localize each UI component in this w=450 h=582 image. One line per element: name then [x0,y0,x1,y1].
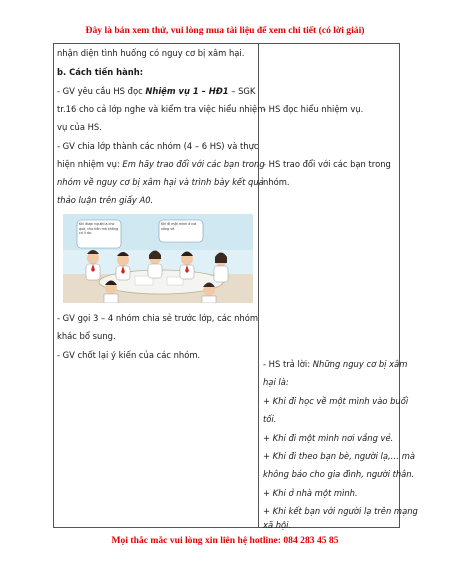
speech-bubble-left: Khi được người lạ cho quà, cho tiền mà không có lí do. [79,222,119,236]
hotline-notice: Mọi thắc mắc vui lòng xin liên hệ hotline: 084 283 45 85 [111,535,339,546]
column-divider [258,43,259,528]
left-line: khác bổ sung. [57,331,116,341]
right-line: + Khi ở nhà một mình. [263,488,358,498]
left-line: nhóm về nguy cơ bị xâm hại và trình bày kết quả [57,177,264,187]
text-run: - HS trả lời: [263,359,313,369]
task-text: Em hãy trao đổi với các bạn trong [122,159,265,169]
preview-notice: Đây là bản xem thử, vui lòng mua tài liệu để xem chi tiết (có lời giải) [85,25,365,36]
text-run: – SGK [228,86,256,96]
right-line: + Khi kết bạn với người lạ trên mạng [263,506,418,516]
section-heading: b. Cách tiến hành: [57,67,144,77]
left-line [57,159,265,170]
right-line: tối. [263,414,277,424]
speech-bubble-right: Khi đi một mình ở nơi vắng vẻ. [161,222,197,231]
right-line: không báo cho gia đình, người thân. [263,469,415,479]
left-line: thảo luận trên giấy A0. [57,195,154,205]
right-line: + Khi đi theo bạn bè, người lạ,… mà [263,451,416,461]
answer-text: Những nguy cơ bị xâm [312,359,408,369]
right-line [263,359,407,370]
left-line: nhận diện tình huống có nguy cơ bị xâm hại. [57,48,245,58]
left-line: tr.16 cho cả lớp nghe và kiểm tra việc hiểu nhiệm [57,104,266,114]
right-line: + Khi đi học về một mình vào buổi [263,396,409,406]
left-line: - GV gọi 3 – 4 nhóm chia sẻ trước lớp, các nhóm [57,313,259,323]
left-line: vụ của HS. [57,122,102,132]
right-line: + Khi đi một mình nơi vắng vẻ. [263,433,394,443]
right-line: hại là: [263,377,289,387]
right-line: - HS đọc hiểu nhiệm vụ. [263,104,364,114]
right-line: xã hội. [263,520,292,530]
text-run: hiện nhiệm vụ: [57,159,123,169]
left-line [57,86,255,97]
text-run: - GV yêu cầu HS đọc [57,86,146,96]
right-line: nhóm. [263,177,290,187]
left-line: - GV chia lớp thành các nhóm (4 – 6 HS) và thực [57,141,259,151]
task-reference: Nhiệm vụ 1 – HĐ1 [145,86,229,96]
right-line: - HS trao đổi với các bạn trong [263,159,391,169]
left-line: - GV chốt lại ý kiến của các nhóm. [57,350,201,360]
